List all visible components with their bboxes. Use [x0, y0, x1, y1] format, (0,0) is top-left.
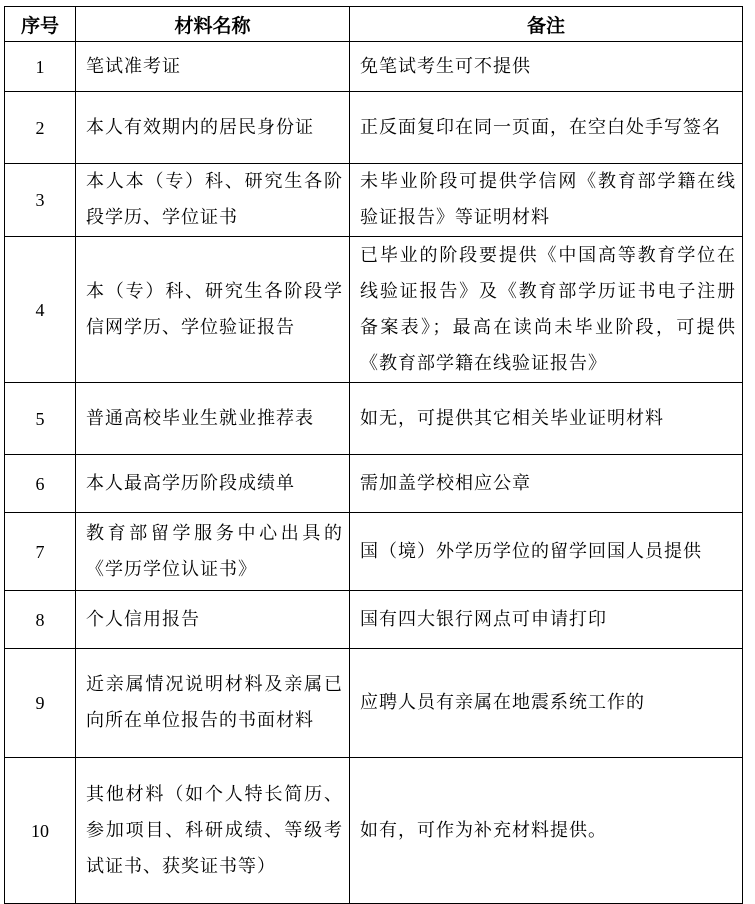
row-material-name: 近亲属情况说明材料及亲属已向所在单位报告的书面材料	[76, 649, 350, 758]
row-note: 已毕业的阶段要提供《中国高等教育学位在线验证报告》及《教育部学历证书电子注册备案表》；最高在读尚未毕业阶段，可提供《教育部学籍在线验证报告》	[350, 237, 743, 383]
table-row	[5, 164, 743, 237]
row-material-name: 教育部留学服务中心出具的《学历学位认证书》	[76, 513, 350, 591]
table-row	[5, 42, 743, 92]
row-note: 如无，可提供其它相关毕业证明材料	[350, 383, 743, 455]
row-material-name: 笔试准考证	[76, 42, 350, 92]
row-no: 9	[5, 649, 76, 758]
header-note: 备注	[350, 7, 743, 42]
header-row	[5, 7, 743, 42]
row-material-name: 其他材料（如个人特长简历、参加项目、科研成绩、等级考试证书、获奖证书等）	[76, 758, 350, 904]
row-note: 如有，可作为补充材料提供。	[350, 758, 743, 904]
table-row	[5, 455, 743, 513]
header-no: 序号	[5, 7, 76, 42]
row-no: 4	[5, 237, 76, 383]
table-row	[5, 591, 743, 649]
row-note: 未毕业阶段可提供学信网《教育部学籍在线验证报告》等证明材料	[350, 164, 743, 237]
table-row	[5, 237, 743, 383]
row-no: 1	[5, 42, 76, 92]
row-no: 7	[5, 513, 76, 591]
row-note: 应聘人员有亲属在地震系统工作的	[350, 649, 743, 758]
row-no: 8	[5, 591, 76, 649]
row-no: 3	[5, 164, 76, 237]
row-no: 5	[5, 383, 76, 455]
row-no: 2	[5, 92, 76, 164]
table-row	[5, 758, 743, 904]
row-no: 6	[5, 455, 76, 513]
row-note: 正反面复印在同一页面，在空白处手写签名	[350, 92, 743, 164]
header-name: 材料名称	[76, 7, 350, 42]
row-material-name: 本（专）科、研究生各阶段学信网学历、学位验证报告	[76, 237, 350, 383]
row-note: 需加盖学校相应公章	[350, 455, 743, 513]
row-material-name: 个人信用报告	[76, 591, 350, 649]
table-row	[5, 649, 743, 758]
materials-table	[4, 6, 743, 904]
row-material-name: 普通高校毕业生就业推荐表	[76, 383, 350, 455]
table-row	[5, 513, 743, 591]
row-material-name: 本人最高学历阶段成绩单	[76, 455, 350, 513]
table-row	[5, 92, 743, 164]
row-note: 免笔试考生可不提供	[350, 42, 743, 92]
table-row	[5, 383, 743, 455]
row-material-name: 本人有效期内的居民身份证	[76, 92, 350, 164]
row-no: 10	[5, 758, 76, 904]
row-note: 国有四大银行网点可申请打印	[350, 591, 743, 649]
row-note: 国（境）外学历学位的留学回国人员提供	[350, 513, 743, 591]
row-material-name: 本人本（专）科、研究生各阶段学历、学位证书	[76, 164, 350, 237]
